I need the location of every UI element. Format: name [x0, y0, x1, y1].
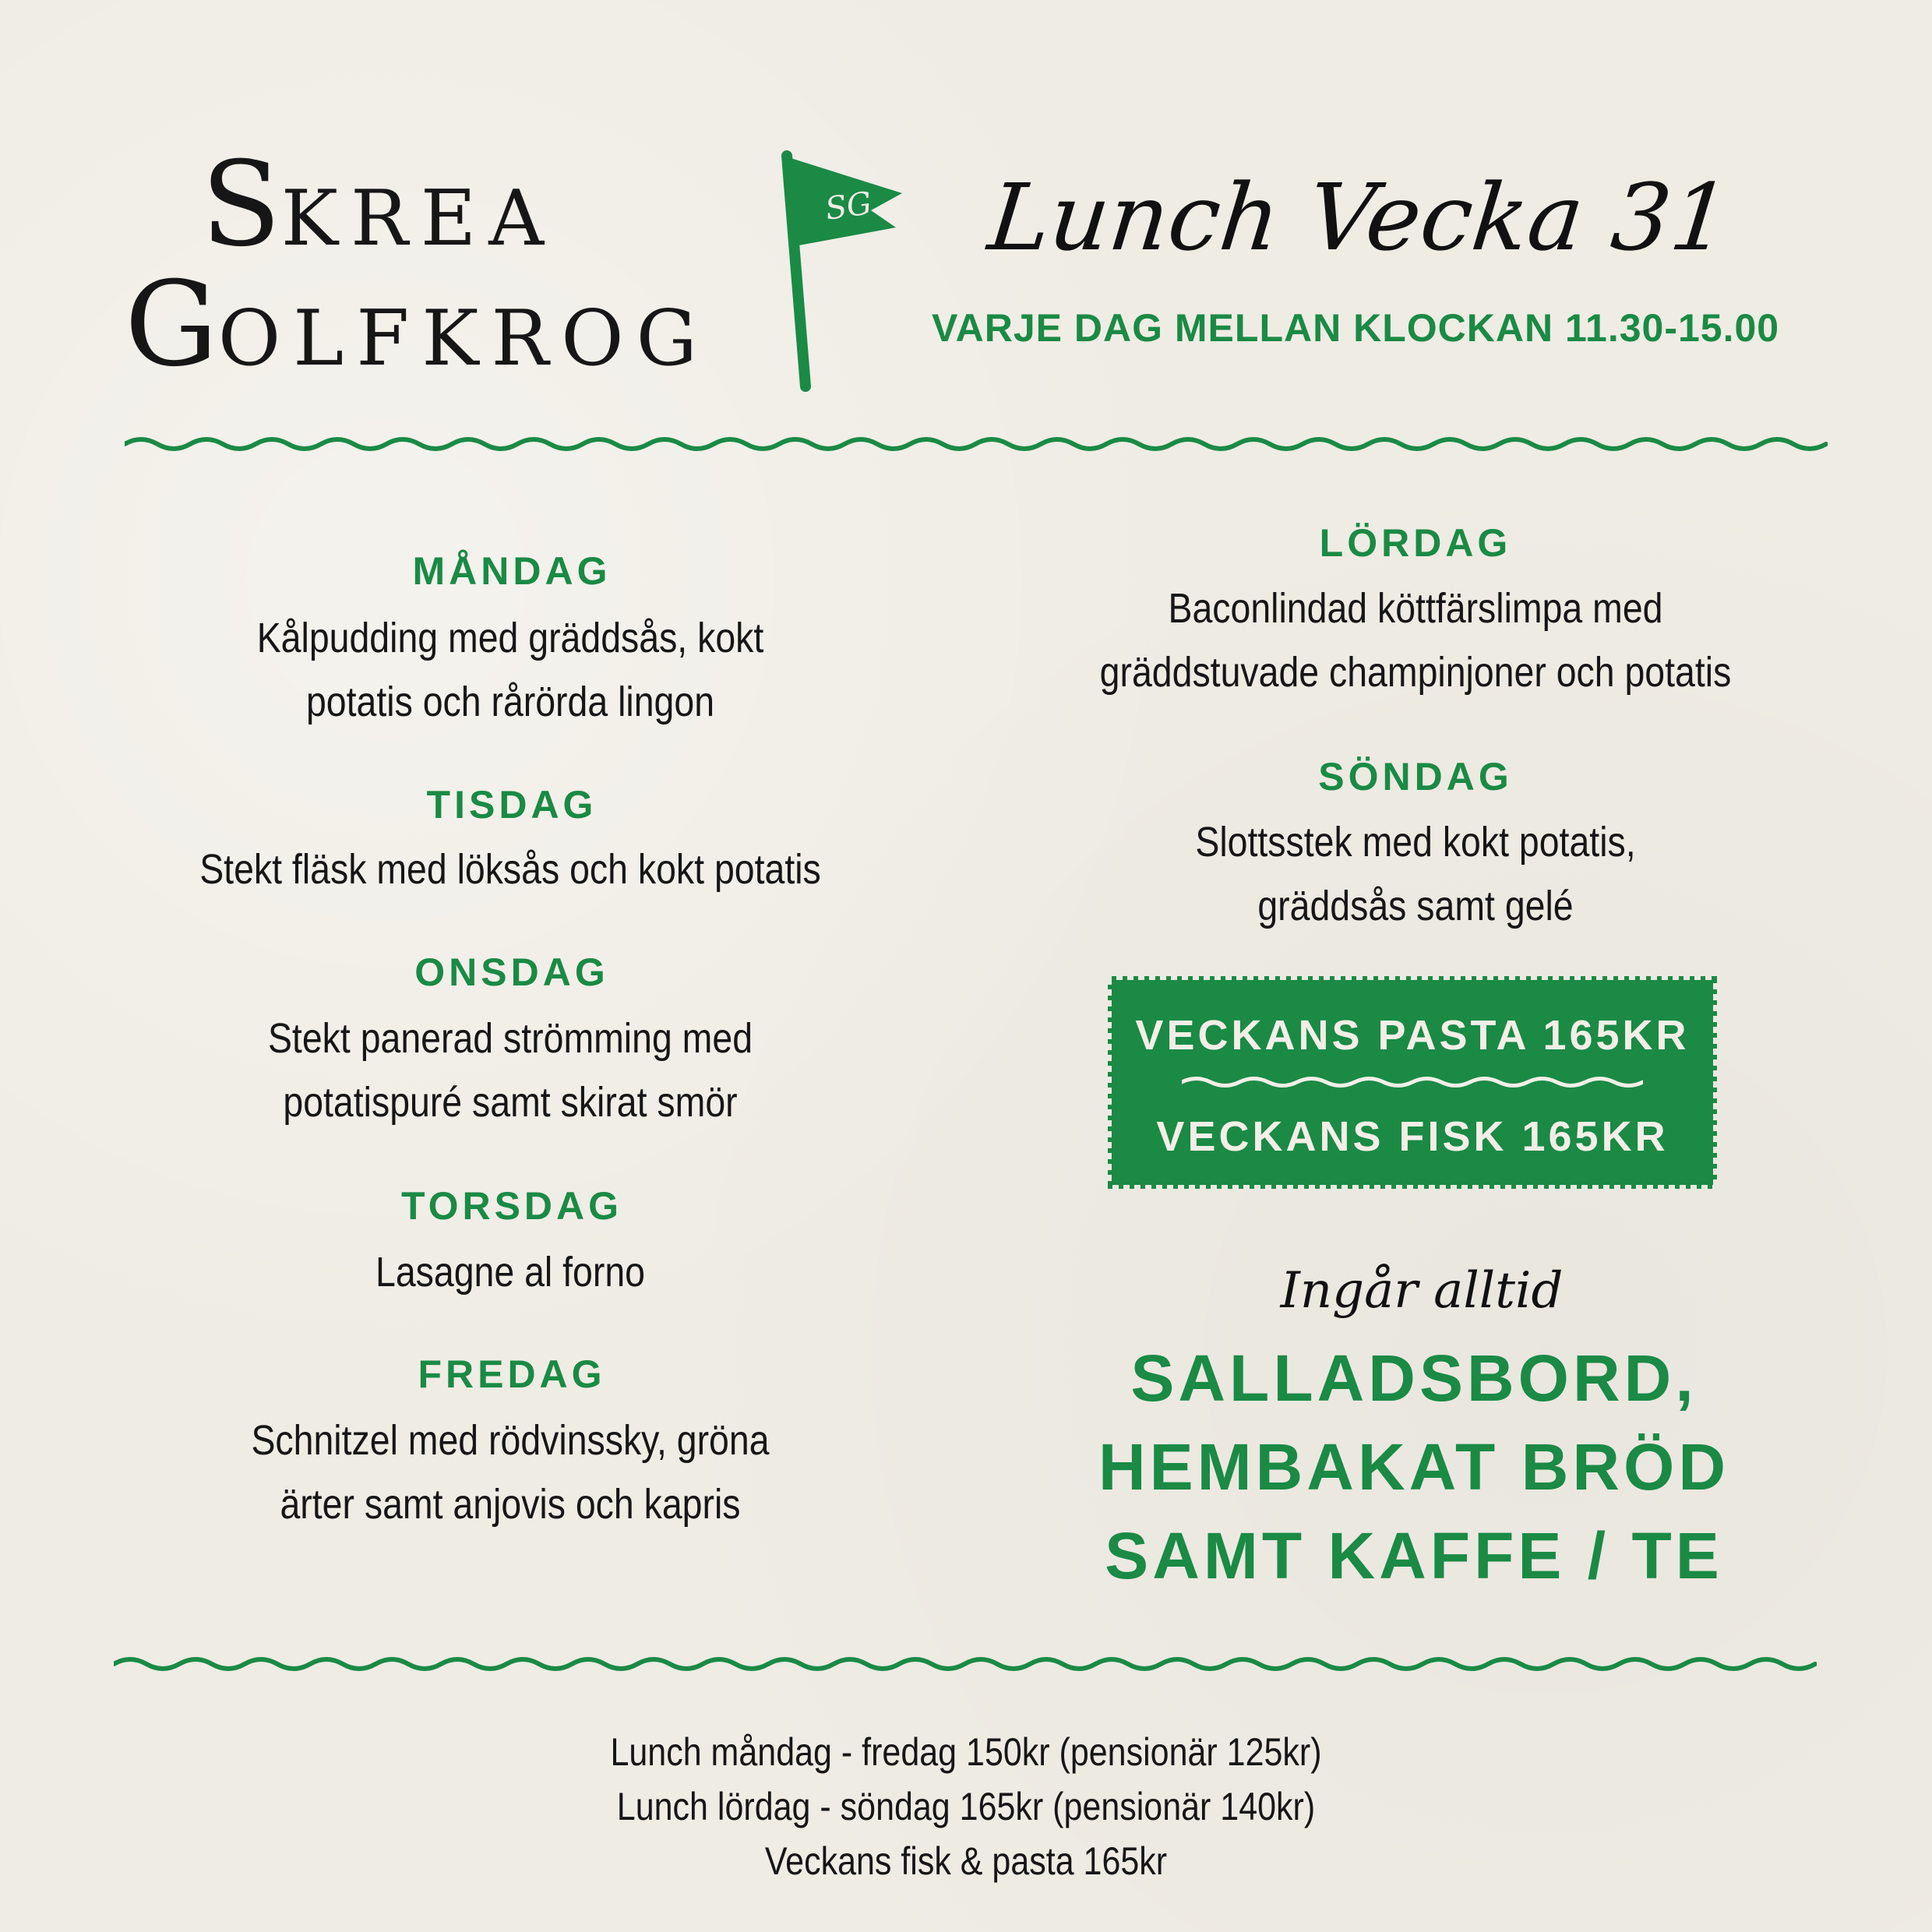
logo-line-2	[125, 257, 710, 393]
opening-hours: VARJE DAG MELLAN KLOCKAN 11.30-15.00	[932, 306, 1780, 350]
dish-line: gräddsås samt gelé	[1257, 883, 1574, 929]
included-line: HEMBAKAT BRÖD	[1098, 1430, 1730, 1504]
logo-rest-2: OLFKROG	[217, 294, 710, 383]
dish-friday	[192, 1408, 829, 1536]
logo-initial-s: S	[201, 137, 281, 273]
page-title: Lunch Vecka 31	[983, 164, 1736, 271]
wave-divider-top	[125, 427, 1828, 461]
day-heading-friday: FREDAG	[418, 1352, 606, 1396]
svg-text:SG: SG	[823, 185, 874, 227]
dish-line: gräddstuvade champinjoner och potatis	[1099, 649, 1732, 696]
day-heading-saturday: LÖRDAG	[1319, 521, 1512, 565]
golf-flag-icon	[771, 148, 911, 397]
footer-line: Lunch måndag - fredag 150kr (pensionär 125kr)	[610, 1730, 1322, 1774]
included-line: SALLADSBORD,	[1130, 1341, 1698, 1415]
dish-line: Lasagne al forno	[375, 1249, 645, 1296]
stamp-wave-divider	[1182, 1070, 1643, 1094]
price-footer	[564, 1725, 1368, 1888]
dish-line: ärter samt anjovis och kapris	[280, 1481, 741, 1528]
day-heading-tuesday: TISDAG	[426, 783, 598, 827]
dish-tuesday	[159, 837, 862, 901]
dish-wednesday	[192, 1007, 829, 1134]
dish-line: potatis och rårörda lingon	[305, 679, 715, 725]
dish-line: Slottsstek med kokt potatis,	[1195, 819, 1636, 866]
dish-thursday	[192, 1240, 829, 1304]
weekly-specials-stamp	[1112, 980, 1713, 1185]
logo-line-1	[201, 137, 556, 273]
footer-line: Veckans fisk & pasta 165kr	[764, 1839, 1168, 1883]
dish-saturday	[1049, 576, 1782, 704]
included-line: SAMT KAFFE / TE	[1105, 1519, 1723, 1592]
included-list	[1091, 1334, 1737, 1600]
day-heading-thursday: TORSDAG	[400, 1184, 623, 1228]
dish-sunday	[1089, 810, 1742, 938]
dish-line: Baconlindad köttfärslimpa med	[1168, 585, 1663, 632]
dish-line: Schnitzel med rödvinssky, gröna	[251, 1417, 770, 1464]
day-heading-sunday: SÖNDAG	[1318, 755, 1513, 799]
day-heading-wednesday: ONSDAG	[414, 950, 609, 994]
weekly-fish: VECKANS FISK 165KR	[1156, 1113, 1669, 1160]
dish-monday	[192, 606, 829, 734]
dish-line: Kålpudding med gräddsås, kokt	[256, 615, 764, 661]
logo-initial-g: G	[125, 257, 218, 393]
weekly-pasta: VECKANS PASTA 165KR	[1135, 1012, 1690, 1059]
dish-line: Stekt panerad strömming med	[267, 1015, 753, 1062]
dish-line: potatispuré samt skirat smör	[283, 1079, 738, 1126]
footer-line: Lunch lördag - söndag 165kr (pensionär 140kr)	[616, 1785, 1316, 1828]
day-heading-monday: MÅNDAG	[412, 549, 612, 593]
included-heading: Ingår alltid	[1280, 1262, 1564, 1320]
wave-divider-bottom	[114, 1647, 1817, 1681]
logo-rest-1: KREA	[280, 175, 557, 263]
dish-line: Stekt fläsk med löksås och kokt potatis	[199, 846, 821, 893]
